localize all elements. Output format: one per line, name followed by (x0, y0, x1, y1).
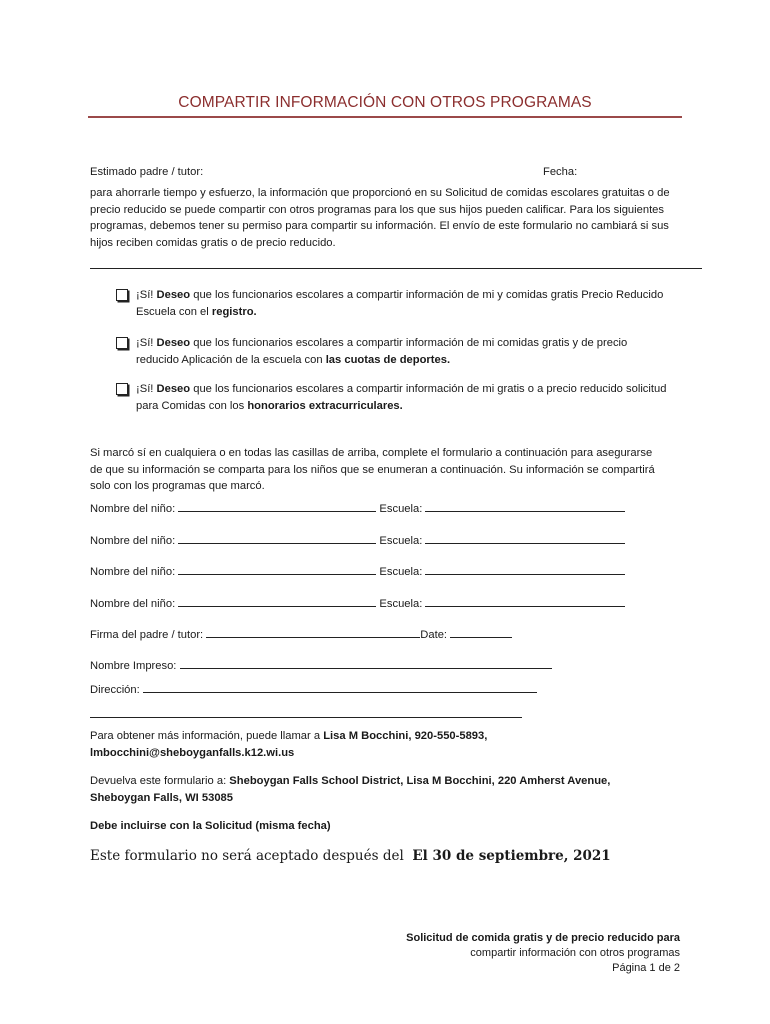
child-row: Nombre del niño: Escuela: (90, 595, 625, 613)
school-field[interactable] (425, 563, 625, 575)
page-number: Página 1 de 2 (612, 962, 680, 974)
page-title: COMPARTIR INFORMACIÓN CON OTROS PROGRAMAS (178, 94, 592, 111)
checkbox-registro[interactable] (116, 289, 128, 301)
child-name-field[interactable] (178, 532, 376, 544)
greeting: Estimado padre / tutor: (90, 166, 204, 178)
instructions-paragraph: Si marcó sí en cualquiera o en todas las casillas de arriba, complete el formulario a continuación para asegurarse de que su información se comparta para los niños que se enumeran a continuación. Su información se compartirá solo con los programas que marcó. (90, 447, 655, 492)
title-underline (88, 116, 682, 118)
child-name-field[interactable] (178, 595, 376, 607)
footer (406, 931, 680, 976)
school-field[interactable] (425, 595, 625, 607)
footer-title: Solicitud de comida gratis y de precio reducido para (406, 932, 680, 944)
child-name-field[interactable] (178, 500, 376, 512)
child-name-field[interactable] (178, 563, 376, 575)
return-address: Devuelva este formulario a: Sheboygan Falls School District, Lisa M Bocchini, 220 Amherst Avenue, Sheboygan Falls, WI 53085 (90, 775, 611, 804)
school-field[interactable] (425, 500, 625, 512)
intro-paragraph: para ahorrarle tiempo y esfuerzo, la información que proporcionó en su Solicitud de comidas escolares gratuitas o de precio reducido se puede compartir con otros programas para los que sus hijos pueden calificar. Para los siguientes programas, debemos tener su permiso para compartir su información. El envío de este formulario no cambiará si sus hijos reciben comidas gratis o de precio reducido. (90, 187, 670, 249)
checkbox-deportes[interactable] (116, 337, 128, 349)
printed-name-field[interactable] (180, 657, 552, 669)
option-registro-text: ¡Sí! Deseo que los funcionarios escolares a compartir información de mi y comidas gratis Precio Reducido Escuela con el registro. (136, 289, 664, 318)
signature-row: Firma del padre / tutor: Date: (90, 626, 512, 644)
must-include-note: Debe incluirse con la Solicitud (misma fecha) (90, 820, 331, 832)
child-row: Nombre del niño: Escuela: (90, 563, 625, 581)
footer-subtitle: compartir información con otros programas (470, 947, 680, 959)
signature-date-field[interactable] (450, 626, 512, 638)
checkbox-extracurriculares[interactable] (116, 383, 128, 395)
option-extracurriculares-text: ¡Sí! Deseo que los funcionarios escolares a compartir información de mi gratis o a precio reducido solicitud para Comidas con los honorarios extracurriculares. (136, 383, 667, 412)
address-row: Dirección: (90, 681, 537, 699)
deadline-note: Este formulario no será aceptado después del El 30 de septiembre, 2021 (90, 848, 611, 864)
contact-info: Para obtener más información, puede llamar a Lisa M Bocchini, 920-550-5893, lmbocchini@sheboyganfalls.k12.wi.us (90, 730, 488, 759)
school-field[interactable] (425, 532, 625, 544)
option-deportes-text: ¡Sí! Deseo que los funcionarios escolares a compartir información de mi comidas gratis y de precio reducido Aplicación de la escuela con las cuotas de deportes. (136, 337, 628, 366)
section-divider (90, 268, 702, 269)
child-row: Nombre del niño: Escuela: (90, 500, 625, 518)
address-field-line2[interactable] (90, 717, 522, 718)
address-field[interactable] (143, 681, 537, 693)
signature-field[interactable] (206, 626, 420, 638)
date-label: Fecha: (543, 166, 578, 178)
printed-name-row: Nombre Impreso: (90, 657, 552, 675)
child-row: Nombre del niño: Escuela: (90, 532, 625, 550)
